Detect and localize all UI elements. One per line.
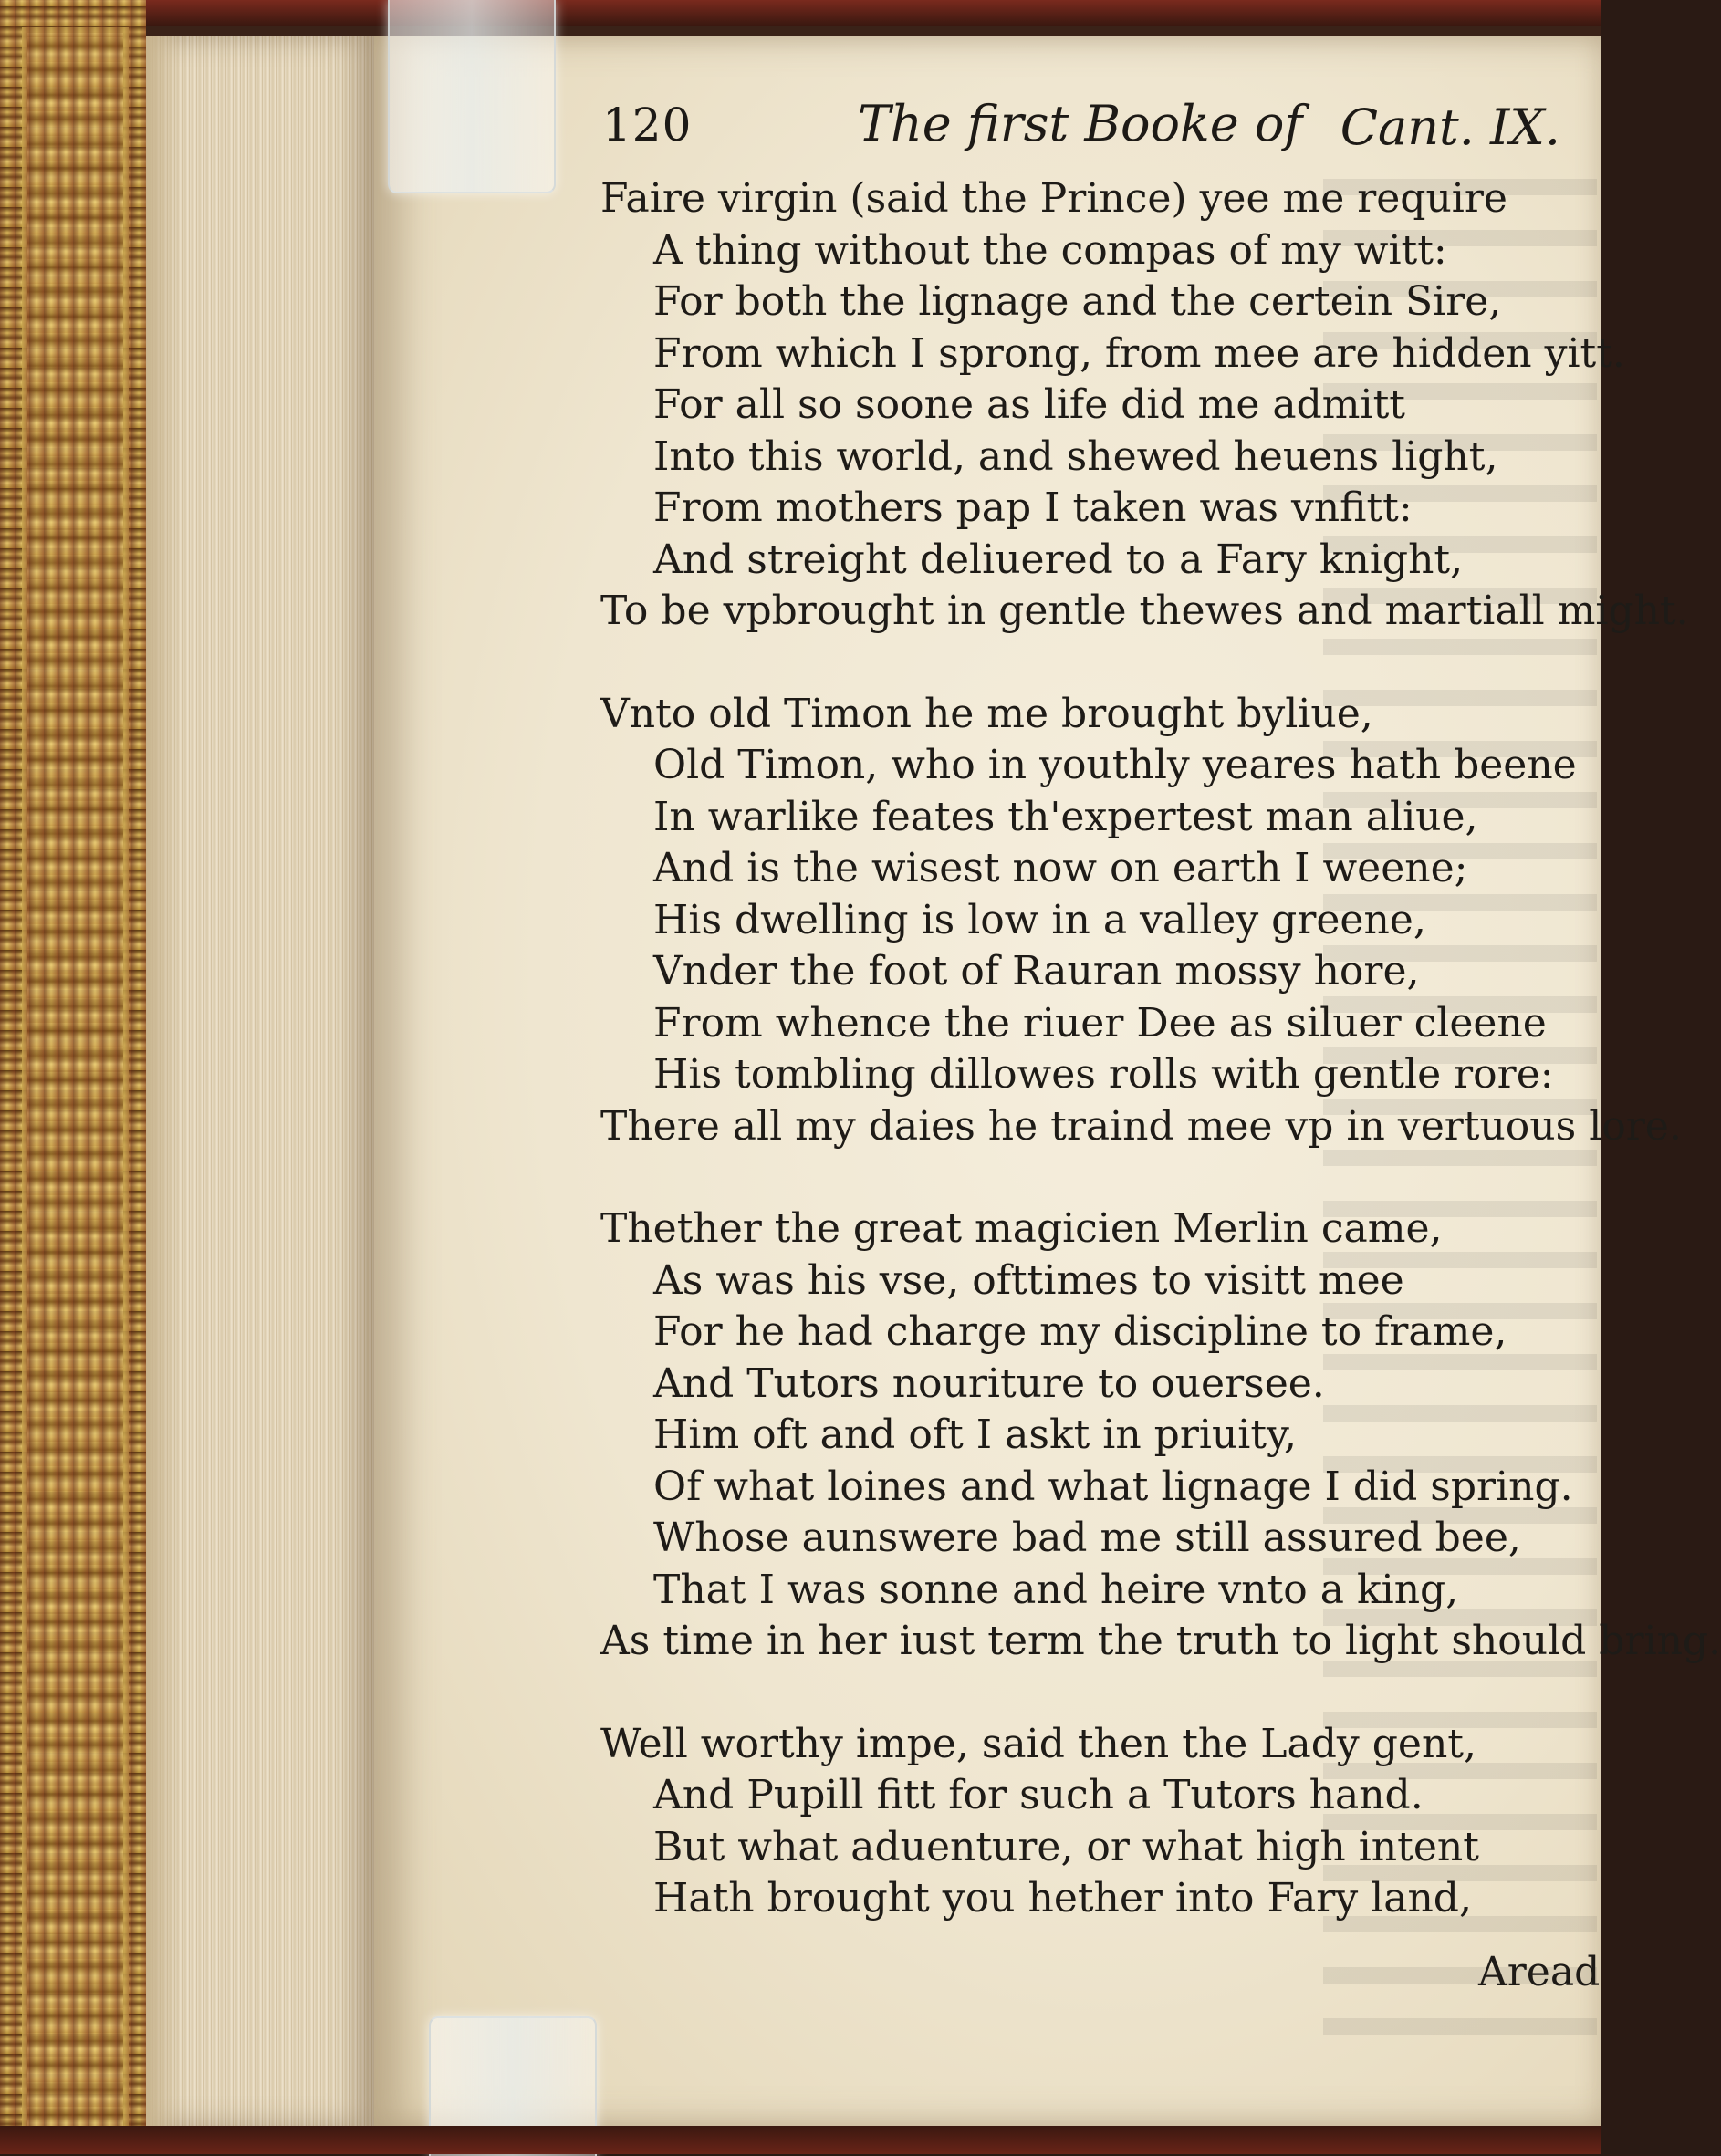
stanza [600, 173, 1689, 638]
catchword: Aread [1478, 1949, 1601, 1995]
canto-number: Cant. IX. [1340, 99, 1560, 156]
book-top-edge [0, 0, 1601, 26]
verse-line: Thether the great magicien Merlin came, [600, 1205, 1443, 1252]
verse-line: From which I sprong, from mee are hidden yitt. [653, 329, 1625, 377]
verse-line: And streight deliuered to a Fary knight, [653, 536, 1464, 583]
verse-line: Whose aunswere bad me still assured bee, [653, 1515, 1521, 1561]
stanza [600, 1719, 1568, 1925]
verse-line: Into this world, and shewed heuens light, [653, 432, 1498, 480]
verse-line: To be vpbrought in gentle thewes and martiall might. [600, 588, 1689, 634]
verse-line: Old Timon, who in youthly yeares hath beene [653, 742, 1577, 788]
page-number: 120 [602, 99, 693, 151]
verse-line: Vnto old Timon he me brought byliue, [600, 690, 1373, 737]
verse-line: And is the wisest now on earth I weene; [653, 845, 1468, 891]
verse-line: For both the lignage and the certein Sire, [653, 278, 1502, 325]
book-clip-top [388, 0, 556, 193]
page-edges [146, 36, 374, 2126]
verse-line: Well worthy impe, said then the Lady gent, [600, 1720, 1476, 1767]
verse-line: Faire virgin (said the Prince) yee me require [600, 175, 1507, 222]
verse-line: But what aduenture, or what high intent [653, 1823, 1479, 1870]
verse-line: His tombling dillowes rolls with gentle rore: [653, 1051, 1554, 1098]
verse-line: And Pupill fitt for such a Tutors hand. [653, 1772, 1424, 1818]
verse-line: From mothers pap I taken was vnfitt: [653, 484, 1413, 531]
verse-line: Hath brought you hether into Fary land, [653, 1875, 1472, 1922]
verse-line: His dwelling is low in a valley greene, [653, 896, 1426, 943]
gilt-ornament-panel [22, 27, 129, 2137]
stanza [600, 1203, 1721, 1668]
poem-text [600, 173, 1721, 1925]
verse-line: There all my daies he traind mee vp in vertuous lore. [600, 1102, 1682, 1150]
verse-line: In warlike feates th'expertest man aliue, [653, 793, 1478, 840]
verse-line: Of what loines and what lignage I did spring. [653, 1463, 1573, 1510]
stanza [600, 689, 1682, 1153]
verse-line: That I was sonne and heire vnto a king, [653, 1566, 1459, 1613]
verse-line: As was his vse, ofttimes to visitt mee [653, 1256, 1404, 1304]
verse-line: From whence the riuer Dee as siluer cleene [653, 999, 1547, 1047]
gilt-cover-border [0, 0, 146, 2154]
verse-line: Vnder the foot of Rauran mossy hore, [653, 948, 1420, 995]
page-header [602, 95, 1560, 162]
verse-line: A thing without the compas of my witt: [653, 226, 1447, 274]
verse-line: As time in her iust term the truth to light should bring. [600, 1618, 1721, 1664]
verse-line: Him oft and oft I askt in priuity, [653, 1411, 1298, 1458]
verse-line: For he had charge my discipline to frame, [653, 1308, 1507, 1355]
verse-line: For all so soone as life did me admitt [653, 381, 1405, 428]
running-title: The first Booke of [858, 95, 1303, 152]
verse-line: And Tutors nouriture to ouersee. [653, 1359, 1325, 1407]
book-bottom-edge [0, 2126, 1601, 2154]
